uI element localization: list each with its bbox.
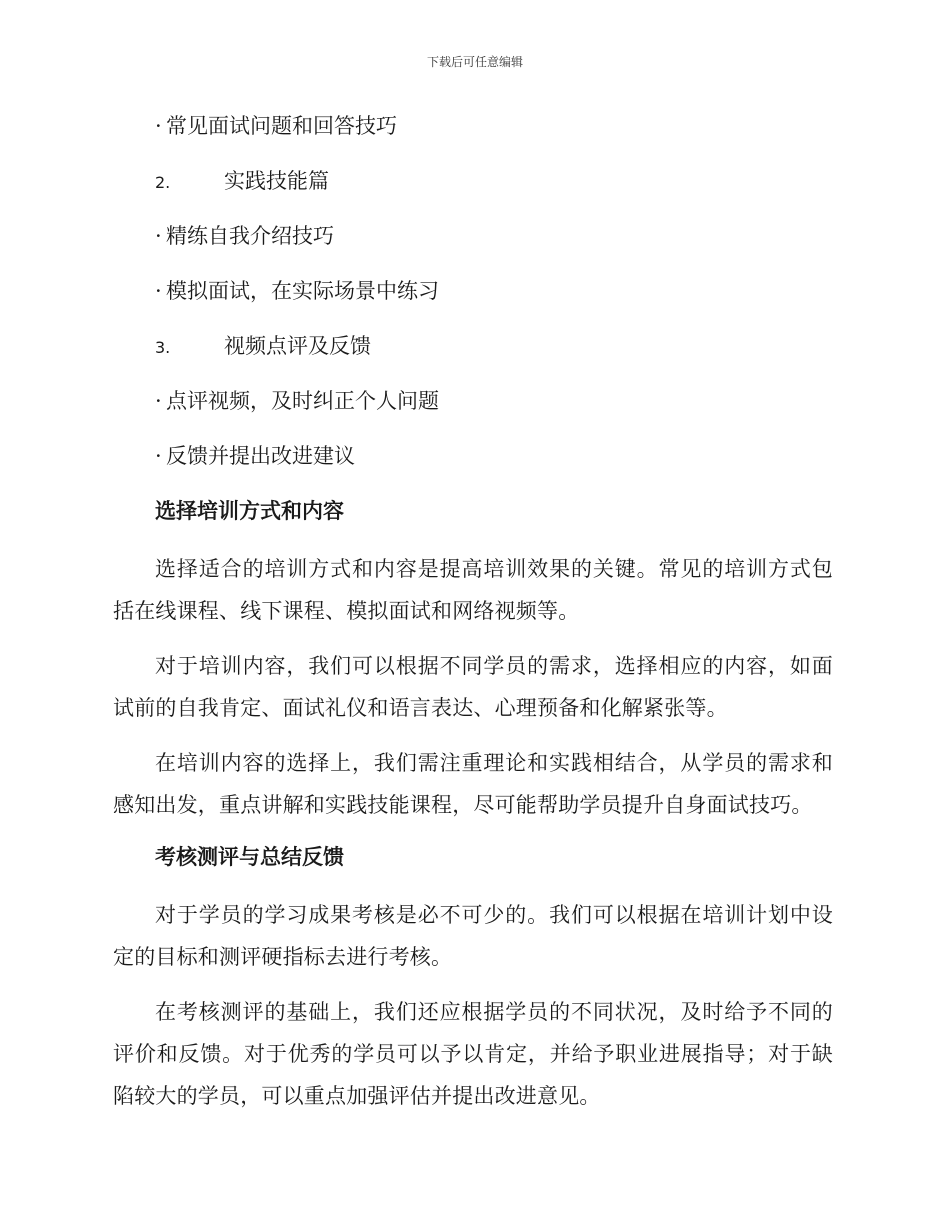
section-number: 3. <box>155 338 171 357</box>
heading-assessment: 考核测评与总结反馈 <box>155 845 344 869</box>
section-heading-3 <box>155 328 833 364</box>
bullet-dot: · <box>155 114 162 138</box>
bullet-item <box>155 218 833 254</box>
bullet-item <box>155 108 833 144</box>
bullet-dot: · <box>155 224 162 248</box>
bullet-item <box>155 383 833 419</box>
paragraph: 在培训内容的选择上，我们需注重理论和实践相结合，从学员的需求和感知出发，重点讲解和实践技能课程，尽可能帮助学员提升自身面试技巧。 <box>113 751 833 817</box>
bullet-dot: · <box>155 279 162 303</box>
bullet-dot: · <box>155 389 162 413</box>
section-number: 2. <box>155 173 171 192</box>
section-title: 实践技能篇 <box>224 169 329 193</box>
bullet-item <box>155 438 833 474</box>
bullet-dot: · <box>155 444 162 468</box>
paragraph: 对于学员的学习成果考核是必不可少的。我们可以根据在培训计划中设定的目标和测评硬指标去进行考核。 <box>113 903 833 969</box>
paragraph: 选择适合的培训方式和内容是提高培训效果的关键。常见的培训方式包括在线课程、线下课程、模拟面试和网络视频等。 <box>113 557 833 623</box>
bullet-text: 常见面试问题和回答技巧 <box>166 114 397 138</box>
heading-training-method: 选择培训方式和内容 <box>155 499 344 523</box>
paragraph: 对于培训内容，我们可以根据不同学员的需求，选择相应的内容，如面试前的自我肯定、面试礼仪和语言表达、心理预备和化解紧张等。 <box>113 654 833 720</box>
section-heading-2 <box>155 163 833 199</box>
header-note: 下载后可任意编辑 <box>426 55 523 69</box>
bullet-text: 模拟面试，在实际场景中练习 <box>166 279 439 303</box>
bullet-text: 反馈并提出改进建议 <box>166 444 355 468</box>
bullet-item <box>155 273 833 309</box>
section-title: 视频点评及反馈 <box>224 334 371 358</box>
bullet-text: 点评视频，及时纠正个人问题 <box>166 389 439 413</box>
paragraph: 在考核测评的基础上，我们还应根据学员的不同状况，及时给予不同的评价和反馈。对于优秀的学员可以予以肯定，并给予职业进展指导；对于缺陷较大的学员，可以重点加强评估并提出改进意见。 <box>113 1000 833 1108</box>
document-body <box>113 108 833 1130</box>
bullet-text: 精练自我介绍技巧 <box>166 224 334 248</box>
